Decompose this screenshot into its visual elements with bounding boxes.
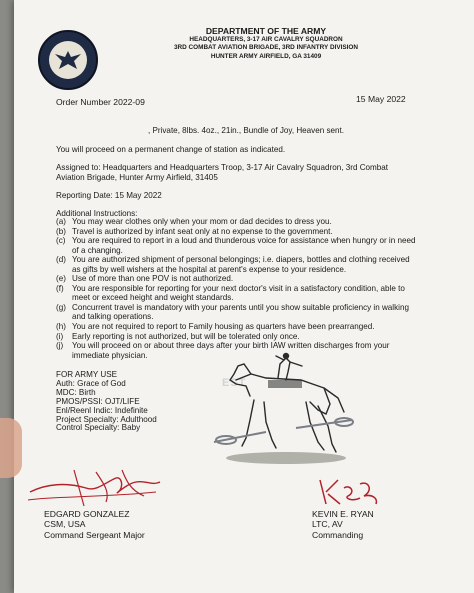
army-use-project: Project Specialty: Adulthood: [56, 414, 157, 424]
cavalry-horse-illustration: [206, 350, 356, 468]
instruction-item: (h) You are not required to report to Family housing as quarters have been prearranged.: [56, 322, 375, 332]
eagle-icon: [49, 41, 87, 79]
left-signer-name: EDGARD GONZALEZ: [44, 509, 130, 519]
left-signature: [26, 462, 166, 512]
department-title: DEPARTMENT OF THE ARMY: [205, 26, 327, 36]
letterhead-line3: HUNTER ARMY AIRFIELD, GA 31409: [210, 52, 322, 60]
assigned-line-1: Assigned to: Headquarters and Headquarters Troop, 3-17 Air Cavalry Squadron, 3rd Combat: [56, 163, 389, 172]
instruction-item: (a) You may wear clothes only when your mom or dad decides to dress you.: [56, 217, 332, 226]
army-use-pmos: PMOS/PSSI: OJT/LIFE: [56, 396, 140, 406]
right-signer-name: KEVIN E. RYAN: [312, 509, 374, 519]
thumb-shadow: [0, 418, 22, 478]
pcs-line: You will proceed on a permanent change of station as indicated.: [56, 145, 286, 154]
letterhead-line1: HEADQUARTERS, 3-17 AIR CAVALRY SQUADRON: [189, 35, 343, 43]
additional-instructions-title: Additional Instructions:: [56, 209, 138, 218]
instruction-item: (c) You are required to report in a loud and thunderous voice for assistance when hungry or in need of a changing.: [56, 236, 416, 255]
letterhead-line2: 3RD COMBAT AVIATION BRIGADE, 3RD INFANTRY DIVISION: [173, 44, 359, 52]
instruction-item: (d) You are authorized shipment of personal belongings; i.e. diapers, bottles and clothing received as gifts by well wishers at the hospital at parent's expense to your residence.: [56, 255, 410, 274]
army-use-title: FOR ARMY USE: [56, 370, 118, 379]
instruction-item: (j) You will proceed on or about three days after your birth IAW written discharges from your immediate physician.: [56, 341, 390, 360]
watermark-stamp: EST: [222, 377, 247, 389]
reporting-date: Reporting Date: 15 May 2022: [56, 191, 162, 200]
army-use-enl: Enl/Reenl Indic: Indefinite: [56, 405, 148, 415]
instruction-item: (b) Travel is authorized by infant seat only at no expense to the government.: [56, 226, 333, 236]
order-number: Order Number 2022-09: [56, 97, 145, 107]
subject-line: , Private, 8lbs. 4oz., 21in., Bundle of Joy, Heaven sent.: [148, 126, 345, 135]
army-use-mdc: MDC: Birth: [56, 387, 96, 397]
instructions-list: [56, 217, 416, 360]
right-signer-block: [312, 509, 374, 540]
instruction-item: (f) You are responsible for reporting for your next doctor's visit in a satisfactory condition, able to meet or exceed height and weight standards.: [56, 283, 405, 303]
right-signer-rank: LTC, AV: [312, 519, 343, 530]
instruction-item: (e) Use of more than one POV is not authorized.: [56, 274, 234, 284]
left-signer-block: [44, 509, 145, 540]
right-signature: [316, 474, 386, 510]
order-date: 15 May 2022: [356, 94, 406, 104]
right-signer-title: Commanding: [312, 529, 364, 540]
instruction-item: (g) Concurrent travel is mandatory with your parents until you show suitable proficiency in walking and talking operations.: [56, 302, 409, 322]
instruction-item: (i) Early reporting is not authorized, but will be tolerated only once.: [56, 331, 300, 341]
army-use-block: [56, 371, 157, 433]
left-signer-rank: CSM, USA: [44, 519, 86, 530]
letterhead: [140, 27, 392, 61]
army-use-auth: Auth: Grace of God: [56, 378, 126, 388]
left-signer-title: Command Sergeant Major: [44, 529, 145, 540]
department-seal: [38, 30, 98, 90]
assigned-line-2: Aviation Brigade, Hunter Army Airfield, 31405: [56, 173, 218, 182]
army-use-control: Control Specialty: Baby: [56, 423, 141, 433]
